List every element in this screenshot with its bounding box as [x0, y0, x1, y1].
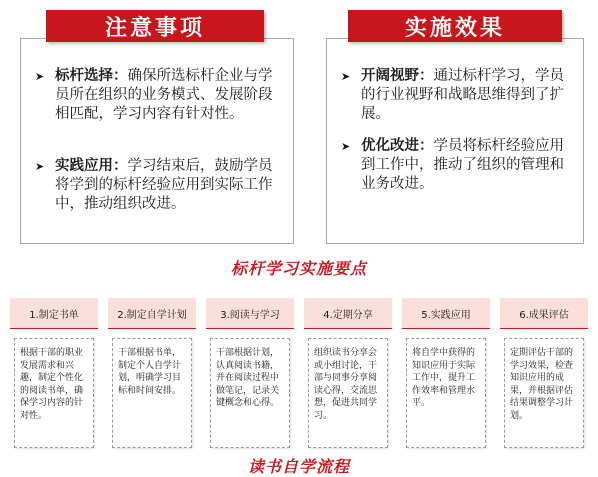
- considerations-panel: [20, 38, 294, 244]
- effects-title: 实施效果: [348, 10, 562, 42]
- arrow-bullet-icon: ➤: [341, 140, 351, 153]
- step-5: [402, 298, 490, 452]
- arrow-bullet-icon: ➤: [35, 160, 45, 173]
- bullet-text: 通过标杆学习，学员的行业视野和战略思维得到了扩展。: [361, 68, 564, 122]
- bullet-text: 学员将标杆经验应用到工作中，推动了组织的管理和业务改进。: [361, 138, 564, 192]
- benchmark-caption: 标杆学习实施要点: [230, 259, 367, 278]
- step-title: 6.成果评估: [500, 298, 588, 328]
- reading-caption: 读书自学流程: [247, 457, 350, 476]
- step-description: 定期评估干部的学习效果，检查知识应用的成果，并根据评估结果调整学习计划。: [504, 338, 584, 448]
- bullet-label: 标杆选择：: [55, 68, 128, 84]
- bullet-benchmark-selection: [35, 67, 285, 124]
- bullet-practice-application: [35, 157, 285, 214]
- step-divider: [402, 328, 490, 329]
- effects-panel: [326, 38, 584, 244]
- arrow-bullet-icon: ➤: [35, 70, 45, 83]
- bullet-label: 开阔视野：: [361, 68, 434, 84]
- step-divider: [10, 328, 98, 329]
- bullet-text: 学习结束后，鼓励学员将学到的标杆经验应用到实际工作中，推动组织改进。: [55, 158, 273, 212]
- bullet-text: 确保所选标杆企业与学员所在组织的业务模式、发展阶段相匹配，学习内容有针对性。: [55, 68, 273, 122]
- bullet-label: 优化改进：: [361, 138, 434, 154]
- arrow-bullet-icon: ➤: [341, 70, 351, 83]
- bullet-optimize-improve: [341, 137, 575, 194]
- bullet-broaden-vision: [341, 67, 575, 124]
- step-divider: [206, 328, 294, 329]
- step-description: 干部根据计划，认真阅读书籍，并在阅读过程中做笔记，记录关键概念和心得。: [210, 338, 290, 448]
- step-divider: [304, 328, 392, 329]
- step-4: [304, 298, 392, 452]
- step-title: 4.定期分享: [304, 298, 392, 328]
- step-title: 1.制定书单: [10, 298, 98, 328]
- step-2: [108, 298, 196, 452]
- step-3: [206, 298, 294, 452]
- step-description: 组织读书分享会或小组讨论，干部与同事分享阅读心得，交流思想，促进共同学习。: [308, 338, 388, 448]
- step-divider: [500, 328, 588, 329]
- step-1: [10, 298, 98, 452]
- step-description: 根据干部的职业发展需求和兴趣，制定个性化的阅读书单，确保学习内容的针对性。: [14, 338, 94, 448]
- step-6: [500, 298, 588, 452]
- step-title: 3.阅读与学习: [206, 298, 294, 328]
- bullet-label: 实践应用：: [55, 158, 128, 174]
- step-divider: [108, 328, 196, 329]
- step-description: 干部根据书单，制定个人自学计划，明确学习目标和时间安排。: [112, 338, 192, 448]
- considerations-title: 注意事项: [46, 10, 264, 42]
- step-title: 2.制定自学计划: [108, 298, 196, 328]
- step-title: 5.实践应用: [402, 298, 490, 328]
- step-description: 将自学中获得的知识应用于实际工作中，提升工作效率和管理水平。: [406, 338, 486, 448]
